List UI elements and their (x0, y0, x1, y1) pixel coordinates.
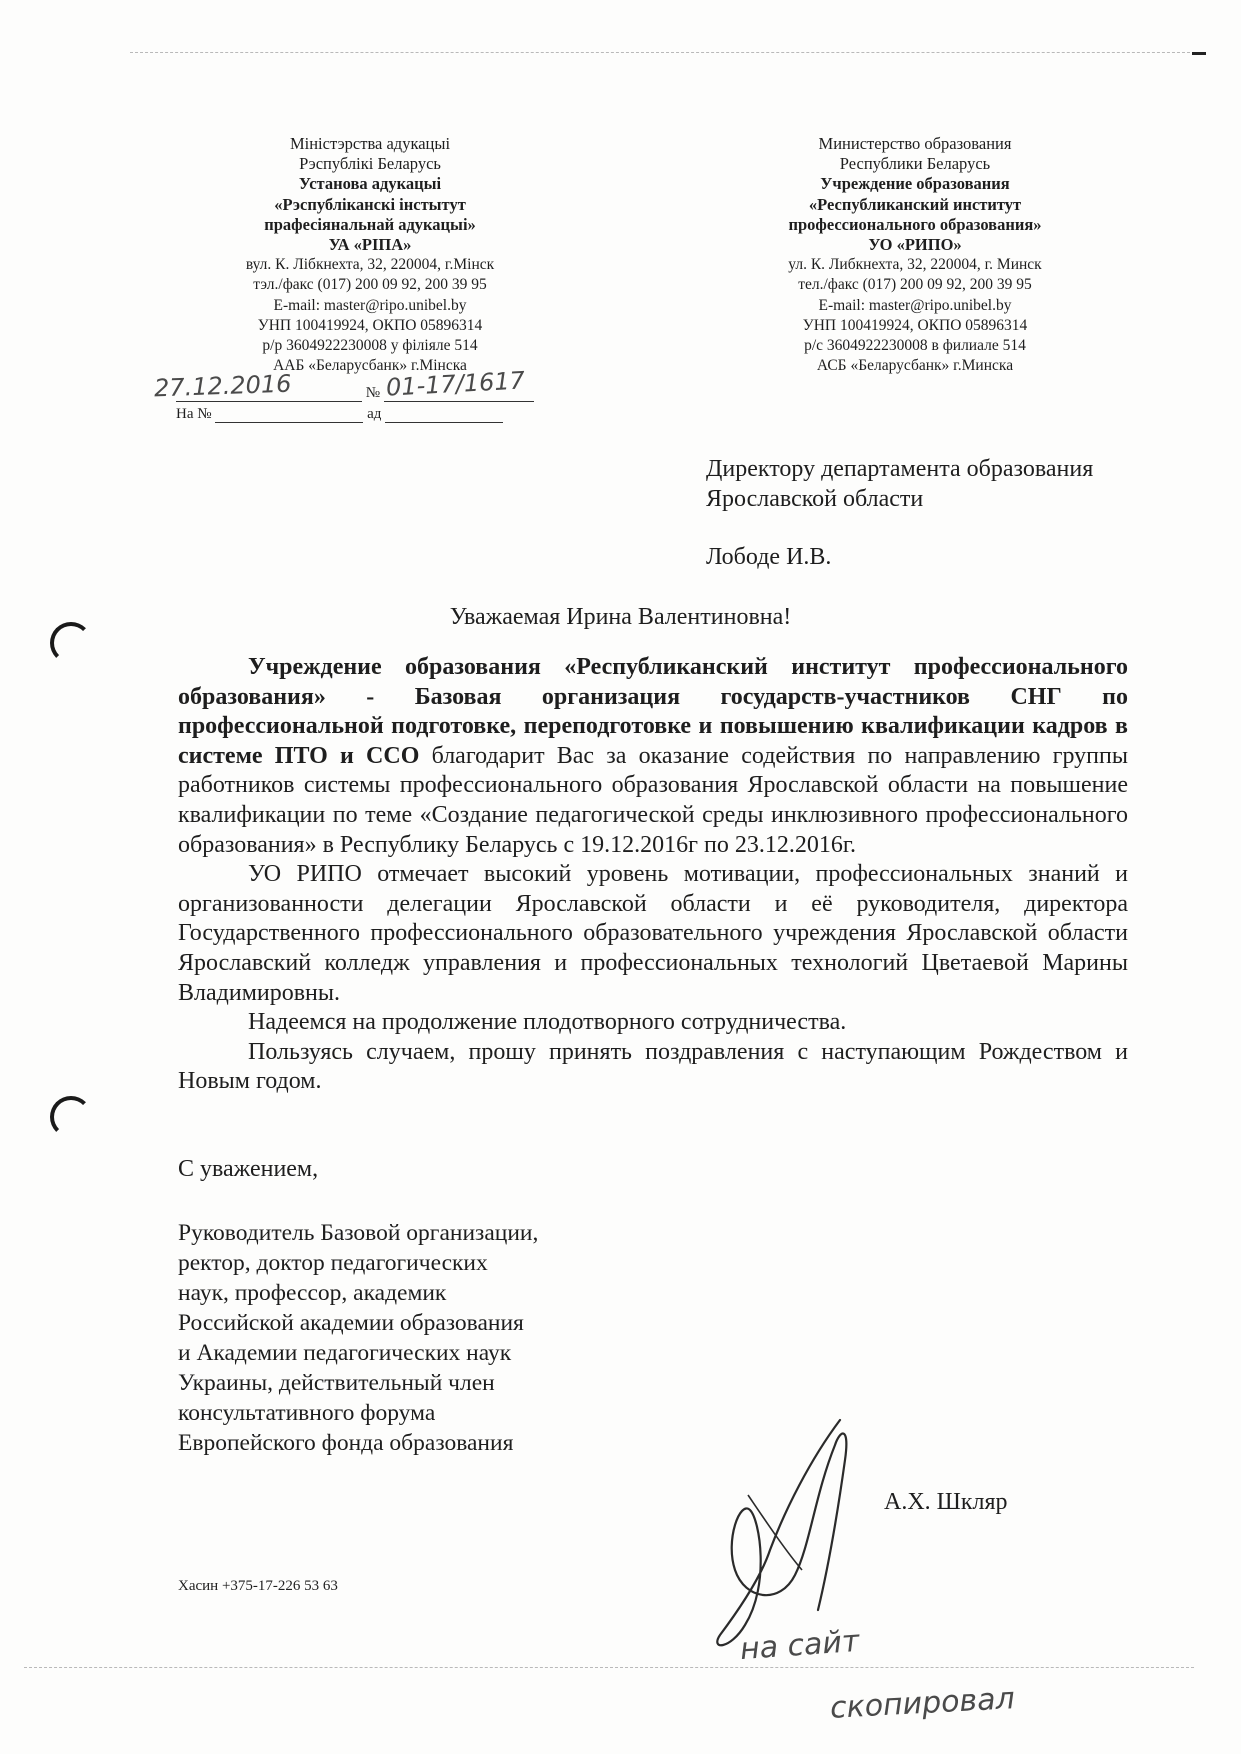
letterhead-line: Учреждение образования (820, 174, 1010, 194)
top-scan-edge (130, 52, 1190, 53)
body-paragraph: УО РИПО отмечает высокий уровень мотивации, профессиональных знаний и организованности делегации Ярославской области и её руководителя, директора Государственного профессионального образовательного учреждения Ярославской области Ярославский колледж управления и профессиональных технологий Цветаевой Марины Владимировны. (178, 861, 1128, 1006)
handwritten-note-line1: на сайт (738, 1623, 861, 1668)
letterhead-line: УО «РИПО» (868, 235, 962, 255)
letterhead-line: Рэспублікі Беларусь (299, 154, 441, 174)
na-label: На № (176, 406, 212, 422)
signatory-line: Российской академии образования (178, 1310, 524, 1336)
letterhead-line: УА «РІПА» (328, 235, 412, 255)
letterhead-line: «Республиканский институт (808, 194, 1022, 214)
letterhead-line: УНП 100419924, ОКПО 05896314 (802, 316, 1028, 334)
closing: С уважением, (178, 1156, 319, 1182)
letterhead-line: прафесіянальнай адукацыі» (264, 214, 476, 234)
institution-name: Учреждение образования «Республиканский институт профессионального образования» - Базовая организация государств-участников СНГ по профессиональной подготовке, переподготовке и повышению квалификации кадров в системе ПТО и ССО (178, 654, 1128, 769)
signatory-line: и Академии педагогических наук (178, 1340, 512, 1366)
addressee-region: Ярославской области (706, 486, 924, 512)
greeting: Уважаемая Ирина Валентиновна! (449, 604, 792, 630)
letterhead-belarusian (215, 134, 525, 376)
letter-body (178, 653, 1128, 1097)
ad-label: ад (367, 406, 382, 422)
scan-mark (1192, 52, 1206, 55)
letterhead-line: Міністэрства адукацыі (289, 134, 451, 153)
letterhead-line: ААБ «Беларусбанк» г.Мінска (273, 357, 467, 375)
signatory-line: Руководитель Базовой организации, (178, 1220, 539, 1246)
letterhead-line: АСБ «Беларусбанк» г.Минска (816, 357, 1014, 375)
letterhead-line: р/р 3604922230008 у філіяле 514 (262, 337, 478, 355)
handwritten-date: 27.12.2016 (153, 369, 292, 403)
signatory-title (178, 1218, 538, 1458)
punch-hole-mark-bottom (50, 1096, 92, 1138)
letterhead-line: Республики Беларусь (839, 154, 991, 174)
signatory-line: Украины, действительный член (178, 1370, 495, 1396)
letterhead-line: E-mail: master@ripo.unibel.by (818, 296, 1012, 314)
letterhead-line: вул. К. Лібкнехта, 32, 220004, г.Мінск (245, 256, 495, 274)
bottom-scan-edge (24, 1667, 1194, 1668)
addressee (706, 454, 1093, 572)
signatory-line: наук, профессор, академик (178, 1280, 447, 1306)
letterhead-line: E-mail: master@ripo.unibel.by (273, 296, 467, 314)
signatory-line: консультативного форума (178, 1400, 436, 1426)
handwritten-number: 01-17/1617 (385, 366, 526, 402)
signatory-line: Европейского фонда образования (178, 1430, 514, 1456)
letterhead-russian (745, 134, 1085, 376)
letterhead-line: Установа адукацыі (298, 174, 442, 194)
handwritten-note-line2: скопировал (829, 1681, 1016, 1726)
body-text: благодарит Вас за оказание содействия по направлению группы работников системы профессионального образования Ярославской области на повышение квалификации по теме «Создание педагогической среды инклюзивного профессионального образования» в Республику Беларусь с 19.12.2016г по 23.12.2016г. (178, 742, 1128, 858)
letterhead-line: профессионального образования» (788, 214, 1042, 234)
addressee-name: Лободе И.В. (706, 544, 832, 570)
body-paragraph: Пользуясь случаем, прошу принять поздравления с наступающим Рождеством и Новым годом. (178, 1038, 1128, 1095)
body-paragraph: Надеемся на продолжение плодотворного сотрудничества. (248, 1009, 847, 1036)
letterhead-line: ул. К. Либкнехта, 32, 220004, г. Минск (788, 256, 1042, 274)
letterhead-line: УНП 100419924, ОКПО 05896314 (257, 316, 483, 334)
letterhead-line: р/с 3604922230008 в филиале 514 (804, 337, 1026, 355)
letterhead-line: «Рэспубліканскі інстытут (274, 194, 466, 214)
signatory-name: А.Х. Шкляр (884, 1489, 1008, 1515)
reply-to-line (176, 406, 503, 423)
number-sign: № (365, 385, 381, 401)
contact-phone: Хасин +375-17-226 53 63 (178, 1578, 338, 1594)
letterhead-line: Министерство образования (818, 134, 1012, 153)
letterhead-line: тел./факс (017) 200 09 92, 200 39 95 (798, 276, 1032, 294)
addressee-position: Директору департамента образования (706, 456, 1094, 482)
body-paragraph (178, 653, 1128, 860)
letterhead-line: тэл./факс (017) 200 09 92, 200 39 95 (253, 276, 487, 294)
signatory-line: ректор, доктор педагогических (178, 1250, 488, 1276)
